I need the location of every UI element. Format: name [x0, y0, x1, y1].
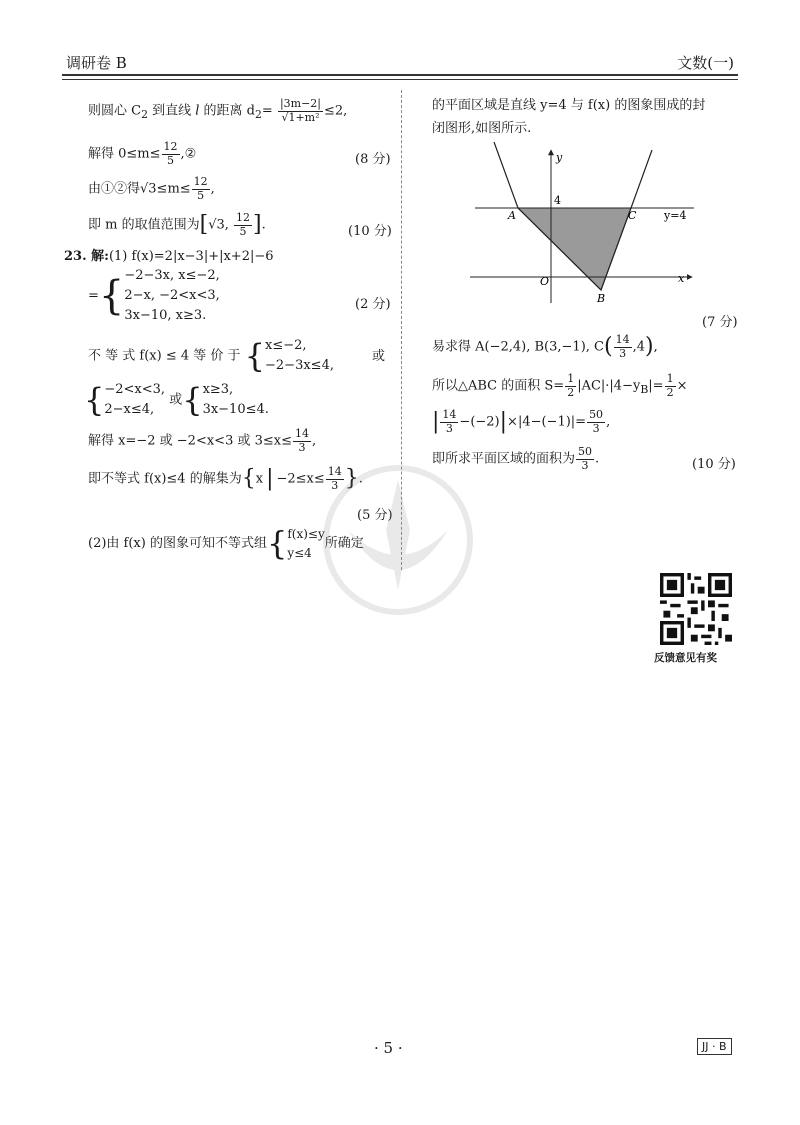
word-or-1: 或: [372, 349, 386, 364]
watermark-logo: [318, 460, 478, 620]
line-region: 的平面区域是直线 y=4 与 f(x) 的图象围成的封: [432, 98, 706, 113]
line-part2: (2)由 f(x) 的图象可知不等式组{f(x)≤y y≤4所确定: [88, 524, 364, 563]
function-graph: [470, 140, 702, 305]
line-equivalent: 不 等 式 f(x) ≤ 4 等 价 于 {x≤−2, −2−3x≤4,: [88, 337, 334, 376]
line-conclusion: 即所求平面区域的面积为 $\frac{50}{3}$ .: [432, 445, 600, 472]
line-area: 所以△ABC 的面积 S= $\frac{1}{2}$ $|AC|\cdot|4-y_B|=$ $\frac{1}{2}$ ×: [432, 372, 688, 399]
header-left: 调研卷 B: [66, 54, 127, 72]
line-solve-x: 解得 x=−2 或 −2<x<3 或 3≤x≤ $\frac{14}{3}$ ,: [88, 427, 317, 454]
label-origin: O: [540, 275, 550, 288]
line-systems: {−2<x<3, 2−x≤4, 或{x≥3, 3x−10≤4.: [84, 381, 269, 420]
label-y: y: [556, 151, 563, 164]
label-four: 4: [554, 194, 561, 207]
piecewise: ={−2−3x, x≤−2, 2−x, −2<x<3, 3x−10, x≥3.: [88, 268, 220, 324]
page-number: · 5 ·: [374, 1039, 403, 1057]
line-area-2: | $\frac{14}{3}$ −(−2)|×|4−(−1)|= $\frac{50}{3}$ ,: [432, 408, 611, 435]
shaded-triangle: [518, 208, 631, 290]
line-region-2: 闭图形,如图所示.: [432, 121, 532, 136]
line-q23: 23. 解:(1) f(x)=2|x−3|+|x+2|−6: [64, 249, 274, 264]
score-8: (8 分): [355, 152, 391, 167]
line-range: 即 m 的取值范围为[√3, $\frac{12}{5}$ ].: [88, 211, 266, 238]
header-rule-thin: [62, 79, 738, 80]
score-10-right: (10 分): [692, 457, 736, 472]
fraction: $\frac{|3m-2|}{\text{√1+m²}}$: [279, 97, 322, 124]
qr-code[interactable]: [660, 573, 732, 645]
label-B: B: [597, 292, 606, 305]
score-7: (7 分): [702, 315, 738, 330]
label-C: C: [628, 209, 637, 222]
score-2: (2 分): [355, 297, 391, 312]
line-points: 易求得 A(−2,4), B(3,−1), C( $\frac{14}{3}$ ,4),: [432, 333, 658, 360]
score-5: (5 分): [357, 508, 393, 523]
header-rule: [62, 74, 738, 76]
line-solution-set: 即不等式 f(x)≤4 的解集为{x | −2≤x≤ $\frac{14}{3}$ }.: [88, 465, 363, 492]
label-x: x: [678, 272, 685, 285]
qr-label: 反馈意见有奖: [654, 652, 717, 664]
line-solve-m: 解得 0≤m≤ $\frac{12}{5}$ ,②: [88, 140, 197, 167]
line-distance: 则圆心 $C_2$ 到直线 l 的距离 $d_2=$ $\frac{|3m-2|}{\text{√1+m²}}$ ≤2,: [88, 97, 348, 124]
line-combine: 由①②得√3≤m≤ $\frac{12}{5}$ ,: [88, 175, 215, 202]
score-10: (10 分): [348, 224, 392, 239]
paper-code: JJ · B: [697, 1038, 732, 1055]
label-A: A: [508, 209, 516, 222]
header-right: 文数(一): [677, 54, 734, 72]
label-y-eq-4: y=4: [664, 209, 687, 222]
